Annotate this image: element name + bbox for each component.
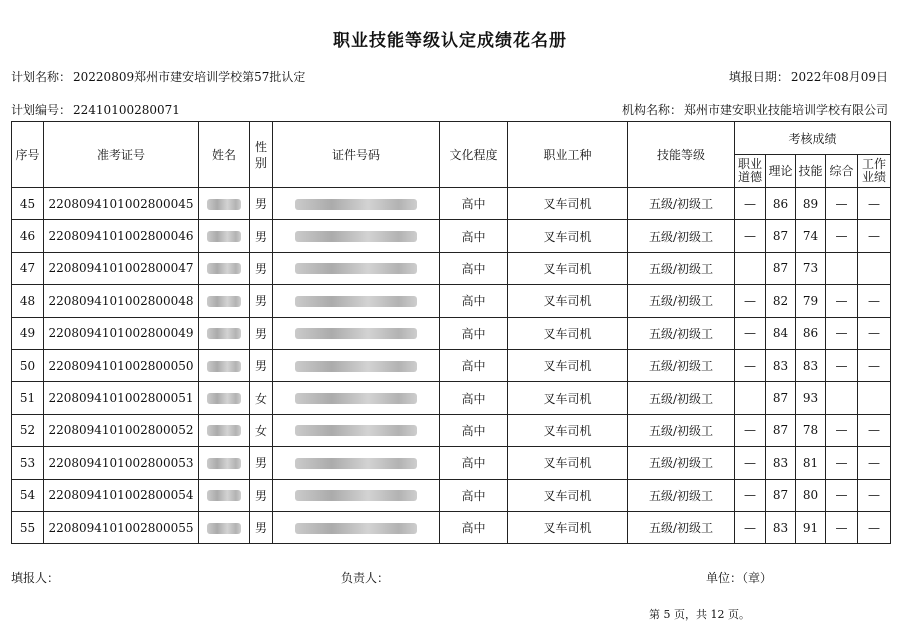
row-education: 高中 <box>440 252 508 284</box>
organization-label: 机构名称： <box>621 103 682 117</box>
row-id-no <box>273 188 440 220</box>
redacted-id-number <box>295 296 417 307</box>
redacted-id-number <box>295 199 417 210</box>
row-work-performance: — <box>858 447 891 479</box>
row-gender: 男 <box>250 188 273 220</box>
plan-number-label: 计划编号： <box>11 103 72 117</box>
row-comprehensive: — <box>826 511 858 543</box>
row-skill: 83 <box>796 349 826 381</box>
row-level: 五级/初级工 <box>628 479 735 511</box>
row-seq: 51 <box>12 382 44 414</box>
row-ethics: — <box>735 414 766 446</box>
row-ethics: — <box>735 511 766 543</box>
row-ethics <box>735 252 766 284</box>
row-education: 高中 <box>440 188 508 220</box>
redacted-id-number <box>295 263 417 274</box>
table-row <box>12 479 891 511</box>
row-seq: 48 <box>12 285 44 317</box>
redacted-name <box>207 328 241 339</box>
row-occupation: 叉车司机 <box>508 252 628 284</box>
redacted-id-number <box>295 523 417 534</box>
redacted-name <box>207 199 241 210</box>
unit-label: 单位：（章） <box>706 571 773 585</box>
row-comprehensive: — <box>826 349 858 381</box>
row-comprehensive: — <box>826 285 858 317</box>
roster-body <box>12 188 891 544</box>
row-name <box>199 414 250 446</box>
row-work-performance: — <box>858 349 891 381</box>
row-work-performance: — <box>858 220 891 252</box>
row-ethics: — <box>735 349 766 381</box>
row-level: 五级/初级工 <box>628 317 735 349</box>
row-work-performance: — <box>858 188 891 220</box>
row-ethics: — <box>735 317 766 349</box>
row-theory: 87 <box>766 479 796 511</box>
row-id-no <box>273 479 440 511</box>
row-occupation: 叉车司机 <box>508 220 628 252</box>
row-ethics: — <box>735 285 766 317</box>
row-theory: 83 <box>766 349 796 381</box>
row-seq: 45 <box>12 188 44 220</box>
header-level: 技能等级 <box>628 122 735 188</box>
plan-name-value: 20220809郑州市建安培训学校第57批认定 <box>73 70 306 84</box>
table-row <box>12 252 891 284</box>
row-ethics: — <box>735 220 766 252</box>
organization-value: 郑州市建安职业技能培训学校有限公司 <box>683 103 888 117</box>
document-title: 职业技能等级认定成绩花名册 <box>333 31 567 51</box>
row-comprehensive: — <box>826 414 858 446</box>
row-occupation: 叉车司机 <box>508 317 628 349</box>
table-row <box>12 447 891 479</box>
header-skill: 技能 <box>796 155 826 188</box>
row-work-performance: — <box>858 285 891 317</box>
header-name: 姓名 <box>199 122 250 188</box>
row-gender: 男 <box>250 285 273 317</box>
row-education: 高中 <box>440 285 508 317</box>
row-work-performance <box>858 382 891 414</box>
row-theory: 87 <box>766 252 796 284</box>
row-comprehensive <box>826 382 858 414</box>
row-education: 高中 <box>440 414 508 446</box>
responsible-label: 负责人： <box>341 571 390 585</box>
row-gender: 男 <box>250 447 273 479</box>
row-skill: 79 <box>796 285 826 317</box>
redacted-name <box>207 231 241 242</box>
row-seq: 55 <box>12 511 44 543</box>
row-occupation: 叉车司机 <box>508 285 628 317</box>
row-name <box>199 188 250 220</box>
redacted-id-number <box>295 458 417 469</box>
row-skill: 80 <box>796 479 826 511</box>
row-exam-no: 2208094101002800048 <box>44 285 199 317</box>
redacted-id-number <box>295 231 417 242</box>
row-level: 五级/初级工 <box>628 349 735 381</box>
row-name <box>199 479 250 511</box>
row-ethics: — <box>735 479 766 511</box>
row-work-performance: — <box>858 414 891 446</box>
row-education: 高中 <box>440 220 508 252</box>
fill-date-label: 填报日期： <box>728 70 789 84</box>
row-seq: 47 <box>12 252 44 284</box>
row-theory: 87 <box>766 220 796 252</box>
header-theory: 理论 <box>766 155 796 188</box>
row-education: 高中 <box>440 479 508 511</box>
header-id-no: 证件号码 <box>273 122 440 188</box>
row-occupation: 叉车司机 <box>508 447 628 479</box>
header-occupation: 职业工种 <box>508 122 628 188</box>
row-seq: 54 <box>12 479 44 511</box>
header-seq: 序号 <box>12 122 44 188</box>
table-row <box>12 414 891 446</box>
header-exam-no: 准考证号 <box>44 122 199 188</box>
redacted-id-number <box>295 490 417 501</box>
row-exam-no: 2208094101002800055 <box>44 511 199 543</box>
row-name <box>199 317 250 349</box>
row-seq: 50 <box>12 349 44 381</box>
plan-name <box>11 68 305 85</box>
row-level: 五级/初级工 <box>628 252 735 284</box>
row-theory: 87 <box>766 414 796 446</box>
redacted-name <box>207 425 241 436</box>
row-education: 高中 <box>440 447 508 479</box>
filler-label: 填报人： <box>11 571 60 585</box>
row-exam-no: 2208094101002800052 <box>44 414 199 446</box>
row-education: 高中 <box>440 382 508 414</box>
plan-number-value: 22410100280071 <box>73 103 180 117</box>
row-level: 五级/初级工 <box>628 220 735 252</box>
row-comprehensive: — <box>826 317 858 349</box>
row-id-no <box>273 252 440 284</box>
row-work-performance: — <box>858 511 891 543</box>
organization <box>622 101 888 118</box>
row-ethics: — <box>735 447 766 479</box>
row-seq: 46 <box>12 220 44 252</box>
row-id-no <box>273 220 440 252</box>
row-gender: 男 <box>250 479 273 511</box>
row-occupation: 叉车司机 <box>508 414 628 446</box>
score-roster-table <box>11 121 891 544</box>
row-skill: 78 <box>796 414 826 446</box>
row-exam-no: 2208094101002800053 <box>44 447 199 479</box>
redacted-name <box>207 361 241 372</box>
row-skill: 89 <box>796 188 826 220</box>
row-level: 五级/初级工 <box>628 188 735 220</box>
row-gender: 男 <box>250 317 273 349</box>
page-info: 第 5 页，共 12 页。 <box>649 608 750 621</box>
row-id-no <box>273 382 440 414</box>
row-exam-no: 2208094101002800050 <box>44 349 199 381</box>
redacted-name <box>207 523 241 534</box>
row-id-no <box>273 447 440 479</box>
table-row <box>12 382 891 414</box>
redacted-name <box>207 263 241 274</box>
row-exam-no: 2208094101002800046 <box>44 220 199 252</box>
plan-name-label: 计划名称： <box>11 70 72 84</box>
row-ethics <box>735 382 766 414</box>
fill-date-value: 2022年08月09日 <box>790 70 888 84</box>
header-work-performance: 工作业绩 <box>858 155 891 188</box>
table-row <box>12 285 891 317</box>
row-skill: 91 <box>796 511 826 543</box>
row-level: 五级/初级工 <box>628 382 735 414</box>
row-theory: 82 <box>766 285 796 317</box>
redacted-id-number <box>295 425 417 436</box>
row-skill: 86 <box>796 317 826 349</box>
row-name <box>199 220 250 252</box>
row-id-no <box>273 285 440 317</box>
row-id-no <box>273 349 440 381</box>
row-comprehensive: — <box>826 447 858 479</box>
row-exam-no: 2208094101002800051 <box>44 382 199 414</box>
header-gender: 性别 <box>250 122 273 188</box>
row-exam-no: 2208094101002800047 <box>44 252 199 284</box>
row-level: 五级/初级工 <box>628 285 735 317</box>
row-gender: 男 <box>250 349 273 381</box>
row-occupation: 叉车司机 <box>508 382 628 414</box>
row-work-performance: — <box>858 479 891 511</box>
redacted-id-number <box>295 393 417 404</box>
table-row <box>12 511 891 543</box>
redacted-name <box>207 393 241 404</box>
row-theory: 84 <box>766 317 796 349</box>
row-skill: 81 <box>796 447 826 479</box>
row-gender: 男 <box>250 220 273 252</box>
row-id-no <box>273 511 440 543</box>
row-name <box>199 285 250 317</box>
header-education: 文化程度 <box>440 122 508 188</box>
row-seq: 52 <box>12 414 44 446</box>
table-row <box>12 188 891 220</box>
fill-date <box>729 68 888 85</box>
row-theory: 87 <box>766 382 796 414</box>
row-occupation: 叉车司机 <box>508 188 628 220</box>
row-theory: 83 <box>766 511 796 543</box>
row-work-performance <box>858 252 891 284</box>
row-name <box>199 382 250 414</box>
row-seq: 53 <box>12 447 44 479</box>
row-education: 高中 <box>440 349 508 381</box>
redacted-name <box>207 458 241 469</box>
row-level: 五级/初级工 <box>628 414 735 446</box>
table-row <box>12 317 891 349</box>
redacted-id-number <box>295 328 417 339</box>
row-seq: 49 <box>12 317 44 349</box>
row-comprehensive: — <box>826 188 858 220</box>
redacted-name <box>207 490 241 501</box>
redacted-id-number <box>295 361 417 372</box>
row-exam-no: 2208094101002800054 <box>44 479 199 511</box>
row-comprehensive: — <box>826 479 858 511</box>
redacted-name <box>207 296 241 307</box>
header-comprehensive: 综合 <box>826 155 858 188</box>
row-comprehensive: — <box>826 220 858 252</box>
plan-number <box>11 101 180 118</box>
row-gender: 女 <box>250 414 273 446</box>
table-row <box>12 349 891 381</box>
row-skill: 73 <box>796 252 826 284</box>
row-occupation: 叉车司机 <box>508 479 628 511</box>
header-ethics: 职业道德 <box>735 155 766 188</box>
row-theory: 83 <box>766 447 796 479</box>
row-skill: 74 <box>796 220 826 252</box>
row-education: 高中 <box>440 511 508 543</box>
row-gender: 男 <box>250 252 273 284</box>
row-name <box>199 252 250 284</box>
row-exam-no: 2208094101002800049 <box>44 317 199 349</box>
row-id-no <box>273 317 440 349</box>
table-row <box>12 220 891 252</box>
row-occupation: 叉车司机 <box>508 349 628 381</box>
row-level: 五级/初级工 <box>628 511 735 543</box>
row-theory: 86 <box>766 188 796 220</box>
row-ethics: — <box>735 188 766 220</box>
row-level: 五级/初级工 <box>628 447 735 479</box>
row-skill: 93 <box>796 382 826 414</box>
row-name <box>199 447 250 479</box>
row-id-no <box>273 414 440 446</box>
row-name <box>199 511 250 543</box>
row-education: 高中 <box>440 317 508 349</box>
row-gender: 男 <box>250 511 273 543</box>
row-comprehensive <box>826 252 858 284</box>
row-exam-no: 2208094101002800045 <box>44 188 199 220</box>
row-name <box>199 349 250 381</box>
row-gender: 女 <box>250 382 273 414</box>
row-work-performance: — <box>858 317 891 349</box>
row-occupation: 叉车司机 <box>508 511 628 543</box>
header-scores-group: 考核成绩 <box>735 122 891 155</box>
